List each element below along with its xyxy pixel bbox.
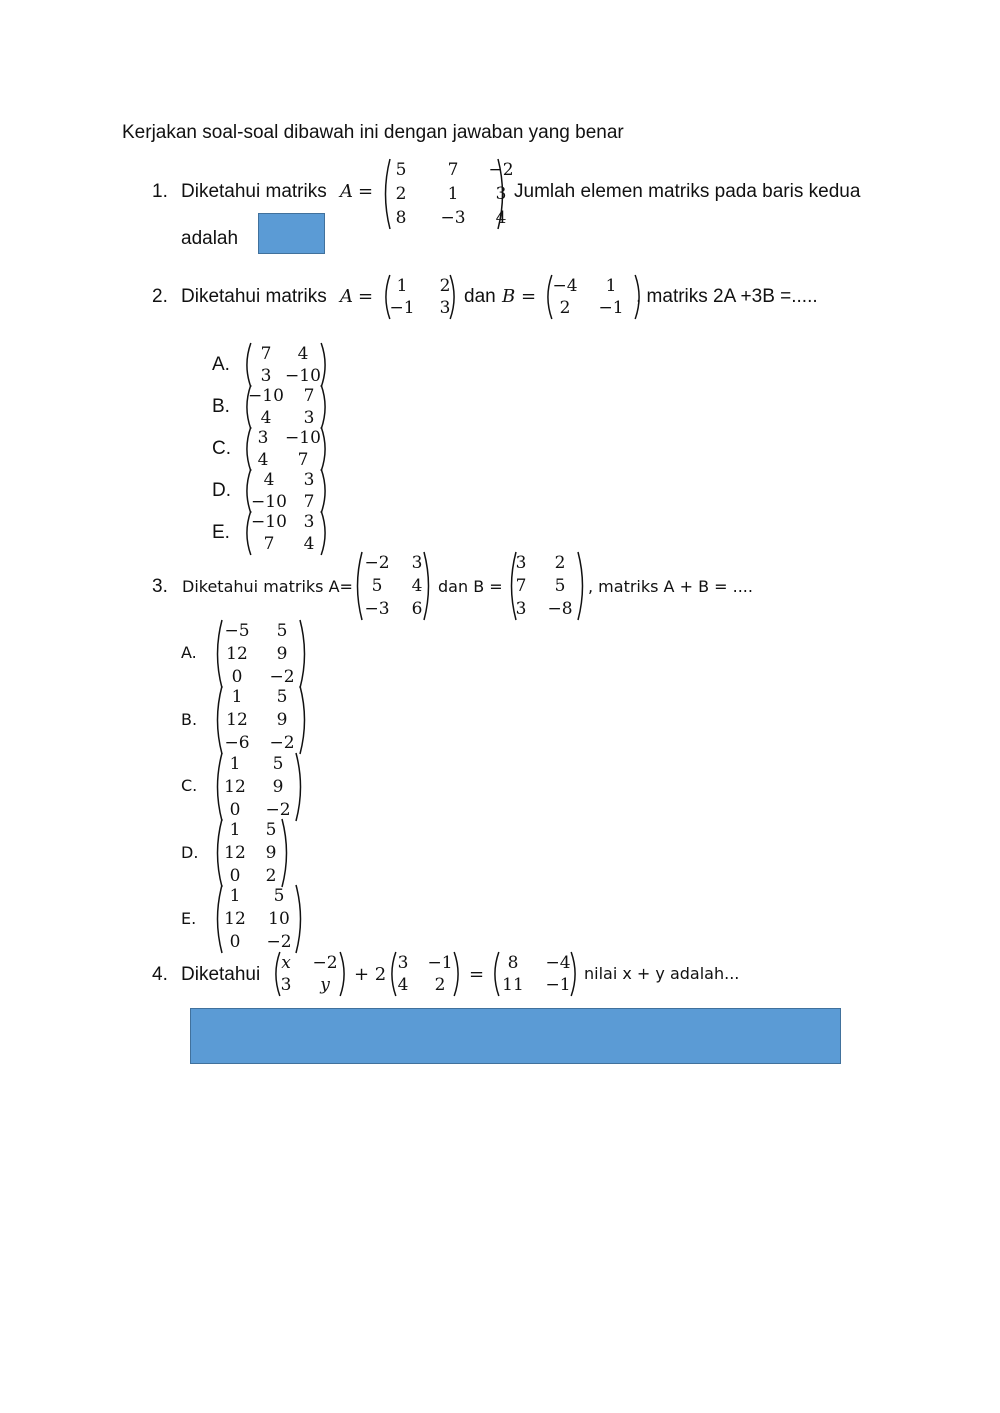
matrix-cell: 4 <box>397 975 409 995</box>
matrix-cell: 9 <box>272 777 284 797</box>
matrix-cell: −10 <box>248 386 284 406</box>
q2-var-b: B <box>502 286 516 307</box>
matrix-cell: 7 <box>447 160 459 180</box>
matrix-cell: −3 <box>364 599 390 619</box>
q3-matrix-b <box>506 551 588 621</box>
matrix-cell: −4 <box>552 276 578 296</box>
matrix-cell: 7 <box>260 344 272 364</box>
right-paren <box>300 686 305 754</box>
matrix-cell: 12 <box>226 644 248 664</box>
matrix-cell: 3 <box>515 599 527 619</box>
q3-option-c-label: C. <box>181 776 198 795</box>
matrix-cell: 1 <box>229 820 241 840</box>
matrix-cell: 8 <box>507 953 519 973</box>
matrix-cell: −2 <box>269 733 295 753</box>
matrix-cell: 1 <box>605 276 617 296</box>
matrix-cell: 6 <box>411 599 423 619</box>
q1-answer-box[interactable] <box>258 213 325 254</box>
matrix-cell: 4 <box>303 534 315 554</box>
matrix-cell: −2 <box>269 667 295 687</box>
q2-option-b-matrix <box>242 384 330 430</box>
matrix-cell: 5 <box>273 886 285 906</box>
matrix-cell: 5 <box>371 576 383 596</box>
q2-option-d-label: D. <box>212 480 231 501</box>
matrix-cell: 12 <box>224 909 246 929</box>
q2-option-e-label: E. <box>212 522 230 543</box>
matrix-cell: 1 <box>447 184 459 204</box>
matrix-cell: 5 <box>265 820 277 840</box>
q2-dan: dan <box>464 286 496 307</box>
q3-dan: dan B = <box>438 577 503 596</box>
q2-option-d-matrix <box>242 468 330 514</box>
q4-suffix: nilai x + y adalah... <box>584 964 740 983</box>
matrix-cell: 9 <box>276 710 288 730</box>
q4-answer-box[interactable] <box>190 1008 841 1064</box>
q1-var-a: A <box>340 181 353 202</box>
q2-equals: = <box>358 286 374 307</box>
q3-matrix-a <box>352 551 434 621</box>
matrix-cell: 7 <box>515 576 527 596</box>
q2-option-a-label: A. <box>212 354 230 375</box>
right-paren <box>578 552 583 620</box>
right-paren <box>340 952 344 996</box>
q2-option-b-label: B. <box>212 396 230 417</box>
q4-plus: + 2 <box>354 964 387 985</box>
matrix-cell: 12 <box>226 710 248 730</box>
q4-number: 4. <box>152 964 168 985</box>
matrix-cell: 2 <box>559 298 571 318</box>
matrix-cell: 4 <box>260 408 272 428</box>
matrix-cell: y <box>320 975 330 995</box>
matrix-cell: −10 <box>285 428 321 448</box>
matrix-cell: 5 <box>276 621 288 641</box>
q1-question: Jumlah elemen matriks pada baris kedua <box>514 181 861 202</box>
q1-prefix: Diketahui matriks <box>181 181 327 202</box>
q2-suffix: , matriks 2A +3B =..... <box>636 286 818 307</box>
matrix-cell: 4 <box>411 576 423 596</box>
matrix-cell: −10 <box>251 492 287 512</box>
matrix-cell: −10 <box>285 366 321 386</box>
matrix-cell: 12 <box>224 843 246 863</box>
q2-var-a: A <box>340 286 353 307</box>
q3-number: 3. <box>152 576 168 597</box>
matrix-cell: 3 <box>303 512 315 532</box>
matrix-cell: 3 <box>411 553 423 573</box>
matrix-cell: −2 <box>488 160 514 180</box>
matrix-cell: 3 <box>260 366 272 386</box>
matrix-cell: 3 <box>515 553 527 573</box>
matrix-cell: 7 <box>303 386 315 406</box>
right-paren <box>296 753 301 821</box>
q3-option-b-label: B. <box>181 710 198 729</box>
matrix-cell: 1 <box>396 276 408 296</box>
matrix-cell: −1 <box>427 953 453 973</box>
q4-matrix-3 <box>490 951 580 997</box>
matrix-cell: −1 <box>545 975 571 995</box>
matrix-cell: 11 <box>502 975 524 995</box>
matrix-cell: 4 <box>297 344 309 364</box>
q3-suffix: , matriks A + B = .... <box>588 577 753 596</box>
matrix-cell: 1 <box>229 754 241 774</box>
q2-number: 2. <box>152 286 168 307</box>
matrix-cell: 9 <box>265 843 277 863</box>
matrix-cell: 4 <box>263 470 275 490</box>
q3-option-e-matrix <box>212 884 306 954</box>
matrix-cell: 8 <box>395 208 407 228</box>
matrix-cell: 0 <box>229 800 241 820</box>
matrix-cell: 3 <box>303 470 315 490</box>
q2-option-c-matrix <box>242 426 330 472</box>
q2-prefix: Diketahui matriks <box>181 286 327 307</box>
matrix-cell: 0 <box>231 667 243 687</box>
matrix-cell: 5 <box>395 160 407 180</box>
matrix-cell: 3 <box>303 408 315 428</box>
matrix-cell: 2 <box>554 553 566 573</box>
q4-matrix-1 <box>271 951 349 997</box>
matrix-cell: 10 <box>268 909 290 929</box>
q2-option-e-matrix <box>242 510 330 556</box>
matrix-cell: −1 <box>389 298 415 318</box>
matrix-cell: 7 <box>297 450 309 470</box>
matrix-cell: 0 <box>229 932 241 952</box>
q2-equals-b: = <box>521 286 537 307</box>
matrix-cell: 4 <box>495 208 507 228</box>
matrix-cell: x <box>281 953 291 973</box>
q4-matrix-2 <box>387 951 463 997</box>
q4-equals: = <box>469 964 485 985</box>
right-paren <box>321 343 325 387</box>
matrix-cell: 0 <box>229 866 241 886</box>
q2-matrix-b <box>543 274 644 320</box>
matrix-cell: 9 <box>276 644 288 664</box>
matrix-cell: −1 <box>598 298 624 318</box>
matrix-cell: 5 <box>276 687 288 707</box>
matrix-cell: −3 <box>440 208 466 228</box>
matrix-cell: 3 <box>397 953 409 973</box>
matrix-cell: 7 <box>303 492 315 512</box>
q2-option-a-matrix <box>242 342 330 388</box>
matrix-cell: 2 <box>439 276 451 296</box>
q3-option-d-label: D. <box>181 843 199 862</box>
q2-option-c-label: C. <box>212 438 231 459</box>
matrix-cell: 12 <box>224 777 246 797</box>
matrix-cell: 5 <box>272 754 284 774</box>
matrix-cell: 1 <box>231 687 243 707</box>
matrix-cell: −5 <box>224 621 250 641</box>
q3-option-a-matrix <box>212 619 310 689</box>
q1-matrix-a <box>380 158 514 230</box>
matrix-cell: 3 <box>495 184 507 204</box>
right-paren <box>300 620 305 688</box>
q3-option-b-matrix <box>212 685 310 755</box>
q3-option-a-label: A. <box>181 643 197 662</box>
matrix-cell: 2 <box>265 866 277 886</box>
matrix-cell: 4 <box>257 450 269 470</box>
matrix-cell: −2 <box>364 553 390 573</box>
right-paren <box>321 427 325 471</box>
matrix-cell: −2 <box>265 800 291 820</box>
q3-option-e-label: E. <box>181 909 197 928</box>
matrix-cell: −6 <box>224 733 250 753</box>
matrix-cell: 3 <box>439 298 451 318</box>
q3-option-c-matrix <box>212 752 306 822</box>
matrix-cell: 5 <box>554 576 566 596</box>
q1-equals: = <box>358 181 374 202</box>
matrix-cell: −4 <box>545 953 571 973</box>
instruction-text: Kerjakan soal-soal dibawah ini dengan jawaban yang benar <box>122 122 624 143</box>
matrix-cell: 1 <box>229 886 241 906</box>
right-paren <box>296 885 301 953</box>
matrix-cell: 2 <box>395 184 407 204</box>
matrix-cell: −2 <box>266 932 292 952</box>
q1-number: 1. <box>152 181 168 202</box>
matrix-cell: 3 <box>257 428 269 448</box>
q2-matrix-a <box>381 274 459 320</box>
matrix-cell: −8 <box>547 599 573 619</box>
q3-option-d-matrix <box>212 818 292 888</box>
matrix-cell: −10 <box>251 512 287 532</box>
matrix-cell: 2 <box>434 975 446 995</box>
matrix-cell: 3 <box>280 975 292 995</box>
matrix-cell: −2 <box>312 953 338 973</box>
q1-continuation: adalah <box>181 228 239 249</box>
matrix-cell: 7 <box>263 534 275 554</box>
q3-prefix: Diketahui matriks A= <box>182 577 353 596</box>
q4-prefix: Diketahui <box>181 964 261 985</box>
